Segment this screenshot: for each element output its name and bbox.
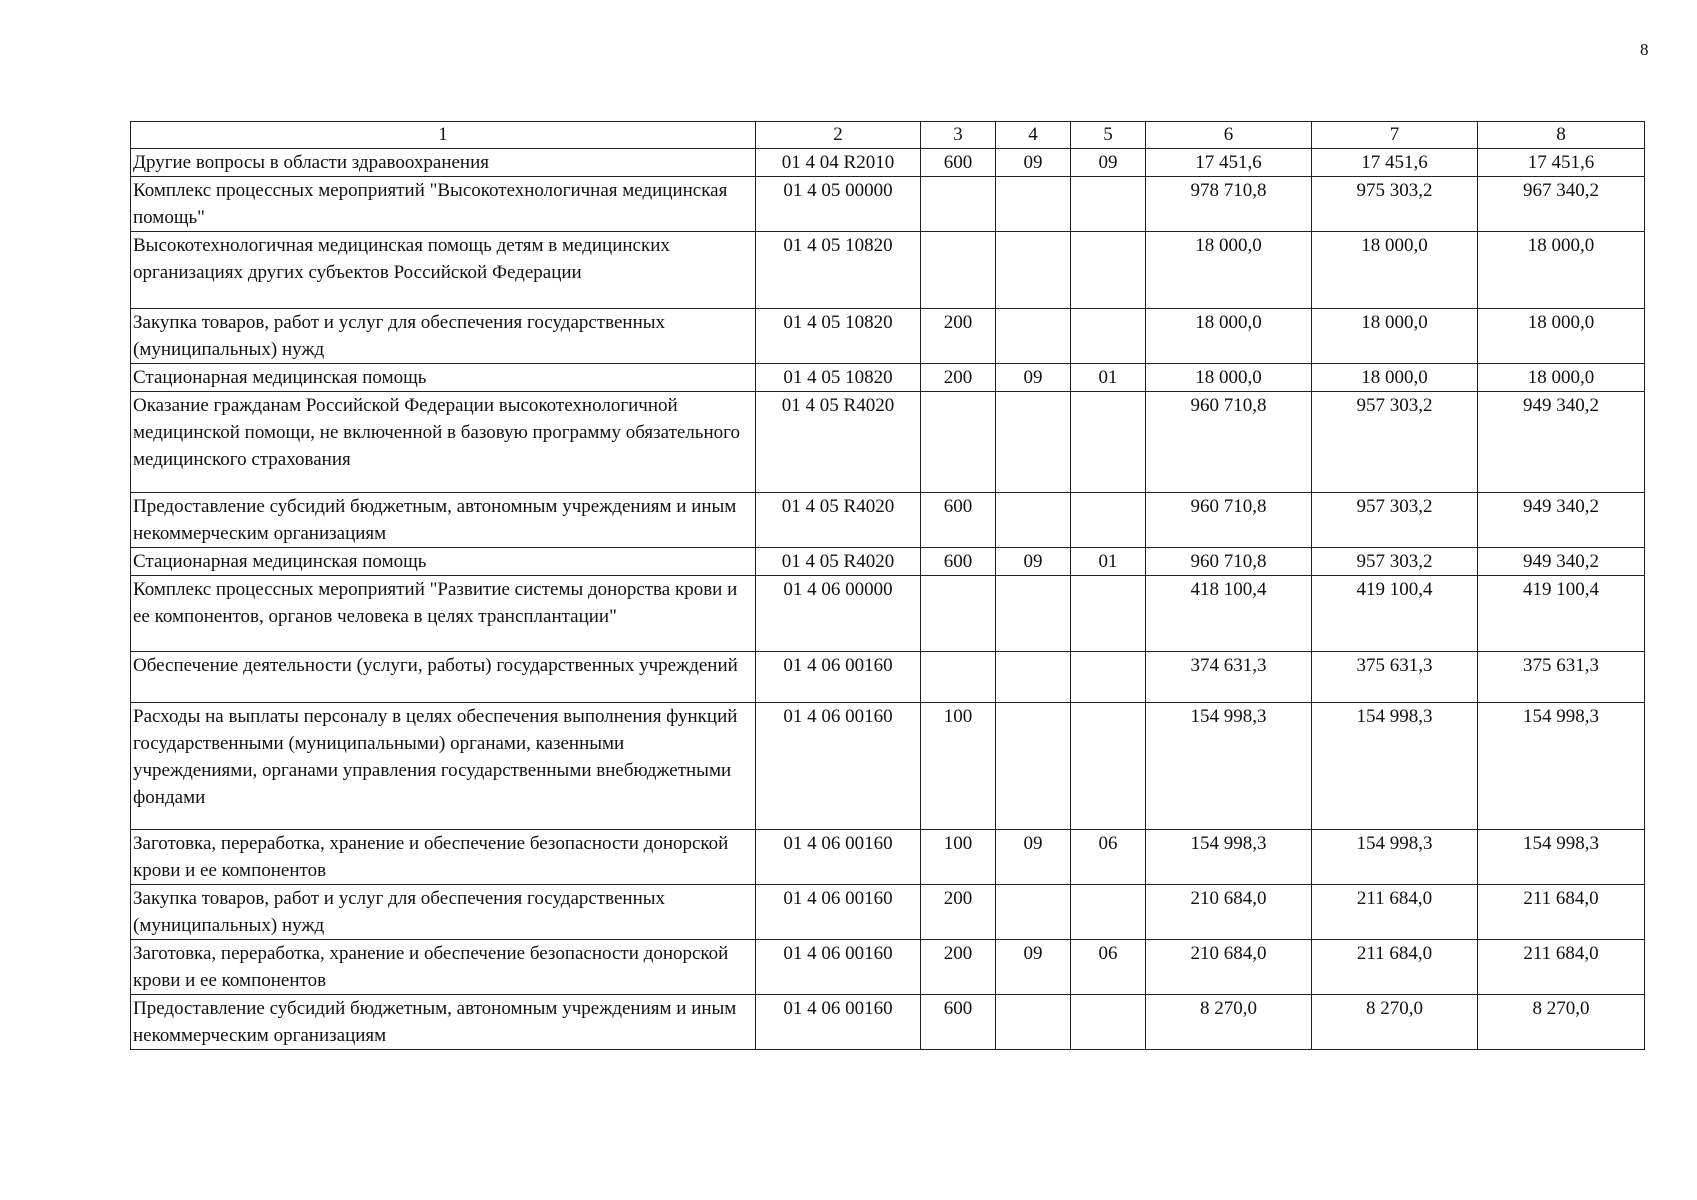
row-amount-year2: 975 303,2 <box>1312 177 1478 232</box>
table-row <box>131 364 1645 392</box>
table-row <box>131 392 1645 493</box>
row-section <box>996 652 1071 703</box>
row-amount-year1: 960 710,8 <box>1146 493 1312 548</box>
row-subsection <box>1071 392 1146 493</box>
row-amount-year1: 374 631,3 <box>1146 652 1312 703</box>
header-cell: 8 <box>1478 122 1645 149</box>
row-subsection: 01 <box>1071 548 1146 576</box>
row-subsection <box>1071 576 1146 652</box>
row-amount-year1: 18 000,0 <box>1146 232 1312 309</box>
row-amount-year2: 419 100,4 <box>1312 576 1478 652</box>
table-row <box>131 493 1645 548</box>
row-code: 01 4 06 00160 <box>756 995 921 1050</box>
header-cell: 2 <box>756 122 921 149</box>
row-expense-type <box>921 576 996 652</box>
row-subsection: 06 <box>1071 940 1146 995</box>
row-amount-year3: 375 631,3 <box>1478 652 1645 703</box>
row-expense-type: 200 <box>921 940 996 995</box>
row-section <box>996 392 1071 493</box>
row-amount-year2: 211 684,0 <box>1312 885 1478 940</box>
row-amount-year1: 978 710,8 <box>1146 177 1312 232</box>
page-number: 8 <box>1640 40 1649 59</box>
table-row <box>131 703 1645 830</box>
row-amount-year2: 375 631,3 <box>1312 652 1478 703</box>
row-code: 01 4 06 00160 <box>756 830 921 885</box>
row-amount-year2: 957 303,2 <box>1312 392 1478 493</box>
row-name: Оказание гражданам Российской Федерации высокотехнологичной медицинской помощи, не включенной в базовую программу обязательного медицинского страхования <box>131 392 756 493</box>
row-amount-year1: 154 998,3 <box>1146 703 1312 830</box>
row-amount-year1: 210 684,0 <box>1146 885 1312 940</box>
row-name: Заготовка, переработка, хранение и обеспечение безопасности донорской крови и ее компонентов <box>131 830 756 885</box>
header-cell: 3 <box>921 122 996 149</box>
row-amount-year1: 960 710,8 <box>1146 548 1312 576</box>
table-row <box>131 576 1645 652</box>
table-row <box>131 995 1645 1050</box>
row-expense-type <box>921 177 996 232</box>
row-subsection: 01 <box>1071 364 1146 392</box>
row-expense-type <box>921 392 996 493</box>
row-section: 09 <box>996 548 1071 576</box>
header-cell: 5 <box>1071 122 1146 149</box>
row-section: 09 <box>996 830 1071 885</box>
row-amount-year2: 154 998,3 <box>1312 830 1478 885</box>
row-amount-year3: 154 998,3 <box>1478 830 1645 885</box>
row-amount-year2: 18 000,0 <box>1312 232 1478 309</box>
row-name: Стационарная медицинская помощь <box>131 548 756 576</box>
row-amount-year3: 154 998,3 <box>1478 703 1645 830</box>
row-expense-type: 200 <box>921 364 996 392</box>
row-name: Предоставление субсидий бюджетным, автономным учреждениям и иным некоммерческим организациям <box>131 995 756 1050</box>
row-amount-year2: 211 684,0 <box>1312 940 1478 995</box>
row-section <box>996 995 1071 1050</box>
row-amount-year2: 18 000,0 <box>1312 309 1478 364</box>
row-amount-year1: 17 451,6 <box>1146 149 1312 177</box>
row-expense-type <box>921 652 996 703</box>
table-row <box>131 652 1645 703</box>
row-section <box>996 232 1071 309</box>
row-expense-type: 100 <box>921 830 996 885</box>
row-amount-year2: 154 998,3 <box>1312 703 1478 830</box>
header-cell: 4 <box>996 122 1071 149</box>
row-amount-year1: 154 998,3 <box>1146 830 1312 885</box>
row-name: Обеспечение деятельности (услуги, работы) государственных учреждений <box>131 652 756 703</box>
row-subsection <box>1071 177 1146 232</box>
row-code: 01 4 04 R2010 <box>756 149 921 177</box>
row-amount-year3: 18 000,0 <box>1478 309 1645 364</box>
row-code: 01 4 06 00160 <box>756 885 921 940</box>
row-code: 01 4 05 10820 <box>756 232 921 309</box>
row-expense-type: 200 <box>921 885 996 940</box>
row-code: 01 4 06 00000 <box>756 576 921 652</box>
row-section: 09 <box>996 149 1071 177</box>
row-amount-year1: 8 270,0 <box>1146 995 1312 1050</box>
row-amount-year2: 957 303,2 <box>1312 548 1478 576</box>
table-row <box>131 548 1645 576</box>
row-name: Расходы на выплаты персоналу в целях обеспечения выполнения функций государственными (муниципальными) органами, казенными учреждениями, органами управления государственными внебюджетными фондами <box>131 703 756 830</box>
row-subsection: 09 <box>1071 149 1146 177</box>
row-subsection <box>1071 885 1146 940</box>
row-section <box>996 885 1071 940</box>
row-subsection: 06 <box>1071 830 1146 885</box>
budget-table <box>130 121 1645 1050</box>
row-amount-year3: 17 451,6 <box>1478 149 1645 177</box>
row-amount-year2: 957 303,2 <box>1312 493 1478 548</box>
row-expense-type: 600 <box>921 149 996 177</box>
row-code: 01 4 05 R4020 <box>756 548 921 576</box>
header-row <box>131 122 1645 149</box>
row-expense-type: 600 <box>921 548 996 576</box>
table-row <box>131 940 1645 995</box>
row-name: Заготовка, переработка, хранение и обеспечение безопасности донорской крови и ее компонентов <box>131 940 756 995</box>
row-amount-year2: 18 000,0 <box>1312 364 1478 392</box>
row-subsection <box>1071 995 1146 1050</box>
row-expense-type <box>921 232 996 309</box>
row-amount-year3: 967 340,2 <box>1478 177 1645 232</box>
table-row <box>131 177 1645 232</box>
row-expense-type: 100 <box>921 703 996 830</box>
row-section <box>996 493 1071 548</box>
row-amount-year3: 949 340,2 <box>1478 493 1645 548</box>
header-cell: 7 <box>1312 122 1478 149</box>
row-name: Закупка товаров, работ и услуг для обеспечения государственных (муниципальных) нужд <box>131 309 756 364</box>
row-code: 01 4 05 R4020 <box>756 392 921 493</box>
row-amount-year3: 419 100,4 <box>1478 576 1645 652</box>
row-section <box>996 177 1071 232</box>
row-amount-year3: 211 684,0 <box>1478 885 1645 940</box>
row-expense-type: 600 <box>921 493 996 548</box>
row-amount-year3: 8 270,0 <box>1478 995 1645 1050</box>
row-amount-year1: 960 710,8 <box>1146 392 1312 493</box>
row-name: Комплекс процессных мероприятий "Высокотехнологичная медицинская помощь" <box>131 177 756 232</box>
row-code: 01 4 06 00160 <box>756 940 921 995</box>
row-expense-type: 600 <box>921 995 996 1050</box>
row-section: 09 <box>996 364 1071 392</box>
row-code: 01 4 05 10820 <box>756 364 921 392</box>
header-cell: 6 <box>1146 122 1312 149</box>
row-name: Комплекс процессных мероприятий "Развитие системы донорства крови и ее компонентов, органов человека в целях трансплантации" <box>131 576 756 652</box>
row-name: Другие вопросы в области здравоохранения <box>131 149 756 177</box>
row-name: Закупка товаров, работ и услуг для обеспечения государственных (муниципальных) нужд <box>131 885 756 940</box>
table-row <box>131 149 1645 177</box>
row-amount-year1: 18 000,0 <box>1146 364 1312 392</box>
row-amount-year3: 949 340,2 <box>1478 548 1645 576</box>
row-amount-year3: 949 340,2 <box>1478 392 1645 493</box>
row-code: 01 4 05 00000 <box>756 177 921 232</box>
row-subsection <box>1071 232 1146 309</box>
row-section: 09 <box>996 940 1071 995</box>
table-row <box>131 830 1645 885</box>
row-name: Предоставление субсидий бюджетным, автономным учреждениям и иным некоммерческим организациям <box>131 493 756 548</box>
row-amount-year2: 17 451,6 <box>1312 149 1478 177</box>
row-amount-year1: 18 000,0 <box>1146 309 1312 364</box>
row-name: Высокотехнологичная медицинская помощь детям в медицинских организациях других субъектов Российской Федерации <box>131 232 756 309</box>
row-name: Стационарная медицинская помощь <box>131 364 756 392</box>
row-section <box>996 309 1071 364</box>
row-amount-year3: 18 000,0 <box>1478 364 1645 392</box>
row-section <box>996 576 1071 652</box>
row-code: 01 4 05 10820 <box>756 309 921 364</box>
row-expense-type: 200 <box>921 309 996 364</box>
table-row <box>131 309 1645 364</box>
row-amount-year2: 8 270,0 <box>1312 995 1478 1050</box>
table-row <box>131 232 1645 309</box>
row-subsection <box>1071 493 1146 548</box>
row-subsection <box>1071 309 1146 364</box>
header-cell: 1 <box>131 122 756 149</box>
row-amount-year1: 418 100,4 <box>1146 576 1312 652</box>
row-amount-year1: 210 684,0 <box>1146 940 1312 995</box>
table-body <box>131 149 1645 1050</box>
row-amount-year3: 18 000,0 <box>1478 232 1645 309</box>
row-code: 01 4 06 00160 <box>756 703 921 830</box>
table-row <box>131 885 1645 940</box>
row-code: 01 4 05 R4020 <box>756 493 921 548</box>
row-subsection <box>1071 652 1146 703</box>
row-code: 01 4 06 00160 <box>756 652 921 703</box>
row-section <box>996 703 1071 830</box>
row-subsection <box>1071 703 1146 830</box>
row-amount-year3: 211 684,0 <box>1478 940 1645 995</box>
